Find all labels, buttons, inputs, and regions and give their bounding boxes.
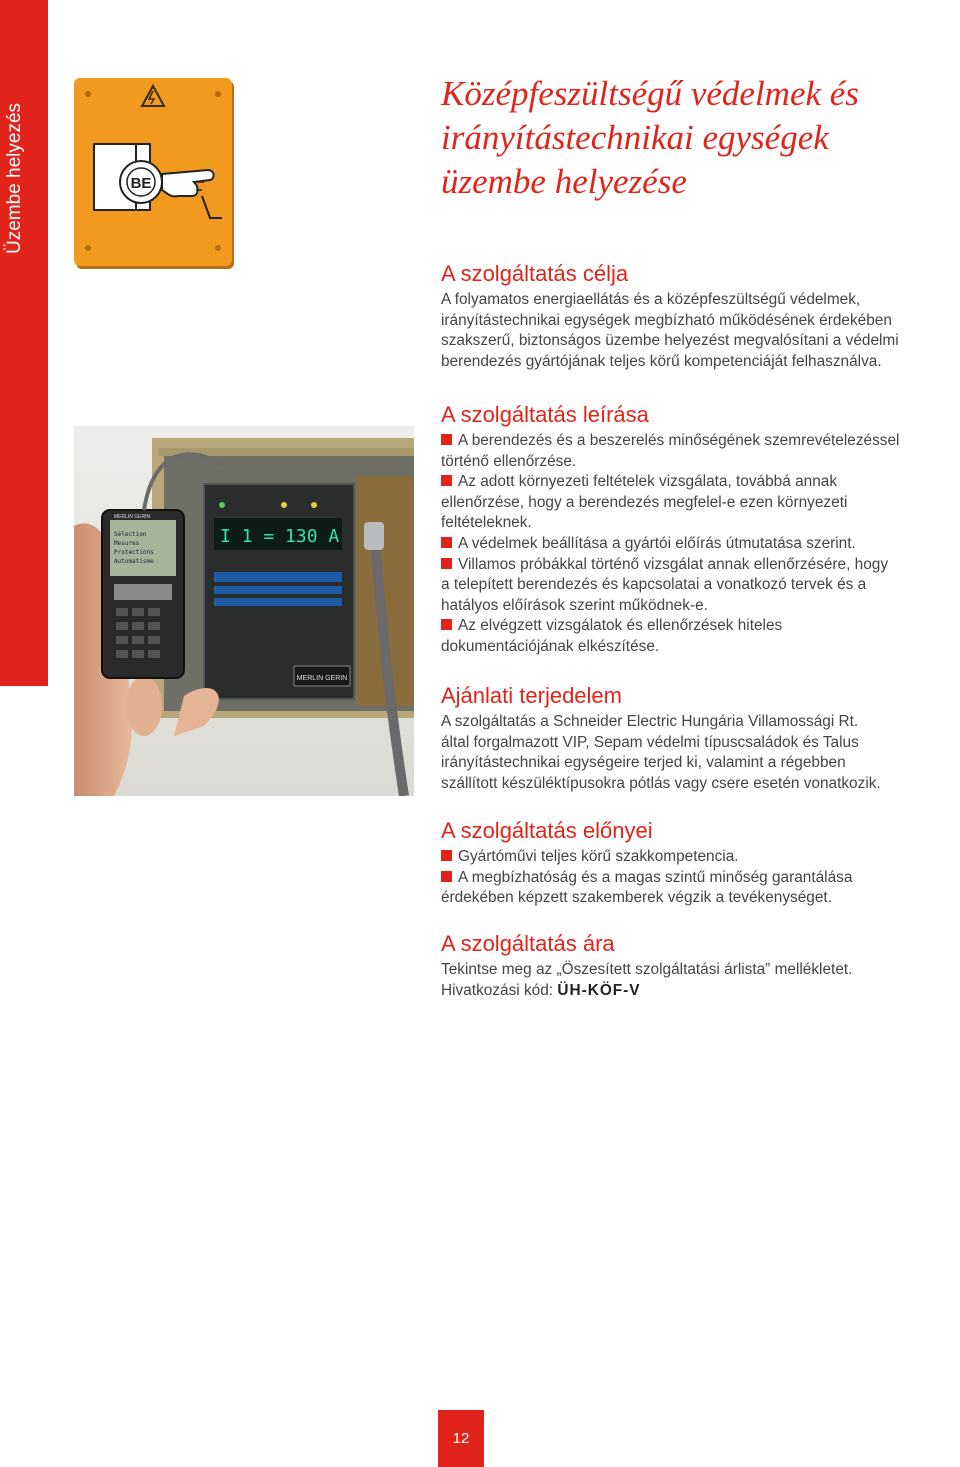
paragraph-line: irányítástechnikai egységek megbízható működésének érdekében (441, 311, 892, 329)
section-price (441, 931, 956, 1001)
section-scope (441, 683, 956, 794)
bullet-icon (441, 619, 452, 630)
page-title (441, 72, 941, 204)
section-benefits (441, 818, 956, 909)
list-item-text: Az adott környezeti feltételek vizsgálata, továbbá annak (458, 473, 838, 491)
list-item-text: Gyártóművi teljes körű szakkompetencia. (458, 848, 739, 865)
paragraph-line: szállított készüléktípusokra pótlás vagy csere esetén vonatkozik. (441, 774, 881, 792)
paragraph-line: berendezés gyártójának teljes körű kompetenciáját felhasználva. (441, 352, 882, 370)
list-item-text: Villamos próbákkal történő vizsgálat annak ellenőrzésére, hogy (458, 555, 889, 573)
title-line: irányítástechnikai egységek (441, 118, 829, 157)
reference-label: Hivatkozási kód: (441, 981, 558, 999)
title-line: üzembe helyezése (441, 162, 687, 201)
list-item (441, 616, 956, 637)
bullet-icon (441, 537, 452, 548)
list-item (441, 868, 956, 889)
bullet-icon (441, 475, 452, 486)
list-item-text: Az elvégzett vizsgálatok és ellenőrzések hiteles (458, 617, 783, 635)
paragraph-line: A szolgáltatás a Schneider Electric Hungária Villamossági Rt. (441, 713, 859, 730)
relay-photo (74, 426, 414, 796)
list-item-text: A védelmek beállítása a gyártói előírás útmutatása szerint. (458, 534, 856, 552)
paragraph-line: irányítástechnikai egységeire terjed ki, valamint a régebben (441, 754, 846, 772)
bullet-icon (441, 850, 452, 861)
bullet-icon (441, 558, 452, 569)
section-heading: A szolgáltatás előnyei (441, 818, 653, 843)
list-item-continued: ellenőrzése, hogy a berendezés megfelel-e ezen környezeti (441, 493, 848, 511)
list-item (441, 431, 956, 452)
reference-line (441, 981, 956, 1002)
side-tab-label: Üzembe helyezés (4, 102, 25, 254)
list-item (441, 534, 956, 555)
list-item (441, 472, 956, 493)
relay-brand: MERLIN GERIN (296, 675, 348, 682)
bullet-icon (441, 434, 452, 445)
section-heading: A szolgáltatás leírása (441, 402, 649, 427)
list-item-text: A berendezés és a beszerelés minőségének szemrevételezéssel (458, 432, 900, 449)
handheld-menu-item: Mesures (114, 540, 140, 547)
side-tab (0, 0, 48, 686)
paragraph-line: által forgalmazott VIP, Sepam védelmi típuscsaládok és Talus (441, 733, 859, 751)
switch-on-icon (74, 78, 232, 266)
relay-display-text: I 1 = 130 A (220, 526, 340, 547)
list-item-text: A megbízhatóság és a magas szintű minőség garantálása (458, 868, 853, 886)
handheld-menu-item: Protections (114, 549, 154, 556)
paragraph-line: A folyamatos energiaellátás és a középfeszültségű védelmek, (441, 291, 861, 308)
section-description (441, 402, 956, 658)
handheld-menu-item: Sélection (114, 531, 147, 538)
section-purpose (441, 261, 956, 372)
section-heading: A szolgáltatás ára (441, 931, 615, 956)
list-item-continued: dokumentációjának elkészítése. (441, 637, 660, 655)
paragraph-line: szakszerű, biztonságos üzembe helyezést megvalósítani a védelmi (441, 332, 899, 350)
list-item-continued: történő ellenőrzése. (441, 452, 577, 470)
reference-code: ÜH-KÖF-V (557, 981, 641, 999)
section-heading: A szolgáltatás célja (441, 261, 629, 286)
list-item-continued: a telepített berendezés és kapcsolatai a vonatkozó tervek és a (441, 576, 867, 594)
list-item-continued: érdekében képzett szakemberek végzik a tevékenységet. (441, 889, 832, 907)
handheld-menu-item: Automatisme (114, 558, 154, 565)
list-item (441, 555, 956, 576)
list-item-continued: feltételeknek. (441, 514, 532, 532)
section-heading: Ajánlati terjedelem (441, 683, 622, 708)
bullet-icon (441, 871, 452, 882)
title-line: Középfeszültségű védelmek és (441, 74, 859, 113)
page-number: 12 (438, 1410, 484, 1467)
paragraph-line: Tekintse meg az „Öszesített szolgáltatási árlista” mellékletet. (441, 961, 853, 978)
list-item-continued: hatályos előírások szerint működnek-e. (441, 596, 708, 614)
switch-badge-text: BE (130, 175, 152, 192)
list-item (441, 847, 956, 868)
handheld-brand: MERLIN GERIN (114, 514, 151, 520)
